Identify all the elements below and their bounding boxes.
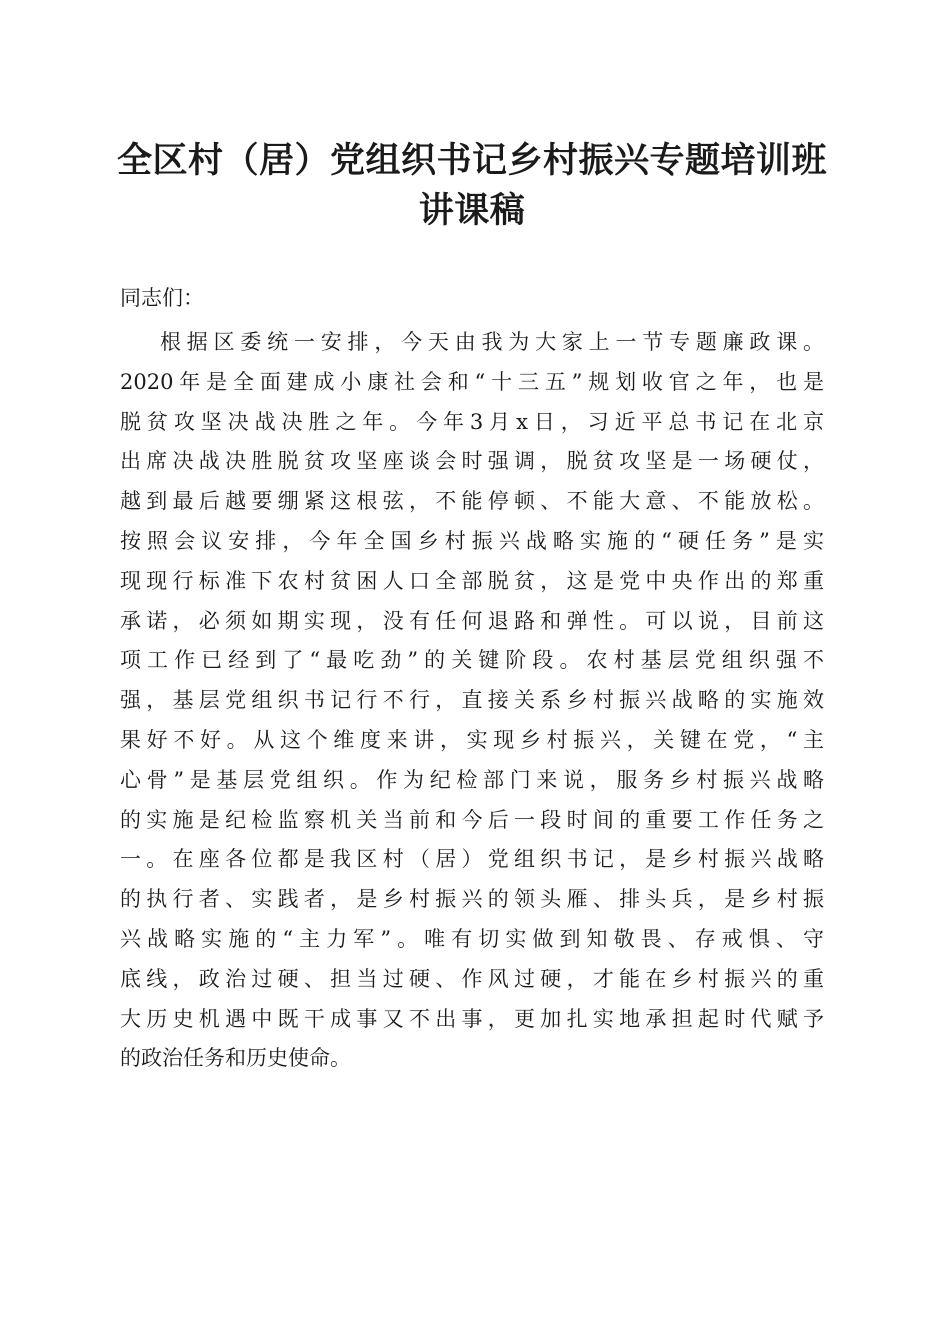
paragraph-line: 果好不好。从这个维度来讲，实现乡村振兴，关键在党，“主	[120, 727, 824, 752]
paragraph-line: 承诺，必须如期实现，没有任何退路和弹性。可以说，目前这	[120, 608, 824, 633]
paragraph-line: 根据区委统一安排，今天由我为大家上一节专题廉政课。	[160, 330, 824, 354]
salutation: 同志们：	[120, 286, 204, 310]
document-title	[112, 136, 832, 236]
paragraph-line: 大历史机遇中既干成事又不出事，更加扎实地承担起时代赋予	[120, 1006, 824, 1031]
body-paragraph	[120, 323, 824, 1079]
paragraph-line: 按照会议安排，今年全国乡村振兴战略实施的“硬任务”是实	[120, 528, 824, 553]
paragraph-line: 的实施是纪检监察机关当前和今后一段时间的重要工作任务之	[120, 807, 824, 832]
paragraph-line: 越到最后越要绷紧这根弦，不能停顿、不能大意、不能放松。	[120, 489, 824, 514]
paragraph-line: 2020年是全面建成小康社会和“十三五”规划收官之年，也是	[120, 369, 824, 394]
paragraph-line: 现现行标准下农村贫困人口全部脱贫，这是党中央作出的郑重	[120, 568, 824, 593]
paragraph-line: 一。在座各位都是我区村（居）党组织书记，是乡村振兴战略	[120, 847, 824, 872]
paragraph-line: 心骨”是基层党组织。作为纪检部门来说，服务乡村振兴战略	[120, 767, 824, 792]
document-title-line-2: 讲课稿	[418, 190, 526, 231]
paragraph-line: 项工作已经到了“最吃劲”的关键阶段。农村基层党组织强不	[120, 648, 824, 673]
paragraph-line: 脱贫攻坚决战决胜之年。今年3月x日，习近平总书记在北京	[120, 409, 824, 434]
paragraph-line: 的执行者、实践者，是乡村振兴的领头雁、排头兵，是乡村振	[120, 887, 824, 912]
paragraph-line: 底线，政治过硬、担当过硬、作风过硬，才能在乡村振兴的重	[120, 966, 824, 991]
document-title-line-1: 全区村（居）党组织书记乡村振兴专题培训班	[116, 140, 827, 181]
paragraph-line: 强，基层党组织书记行不行，直接关系乡村振兴战略的实施效	[120, 688, 824, 713]
paragraph-line: 的政治任务和历史使命。	[120, 1046, 351, 1071]
paragraph-line: 兴战略实施的“主力军”。唯有切实做到知敬畏、存戒惧、守	[120, 926, 824, 951]
paragraph-line: 出席决战决胜脱贫攻坚座谈会时强调，脱贫攻坚是一场硬仗，	[120, 449, 824, 474]
